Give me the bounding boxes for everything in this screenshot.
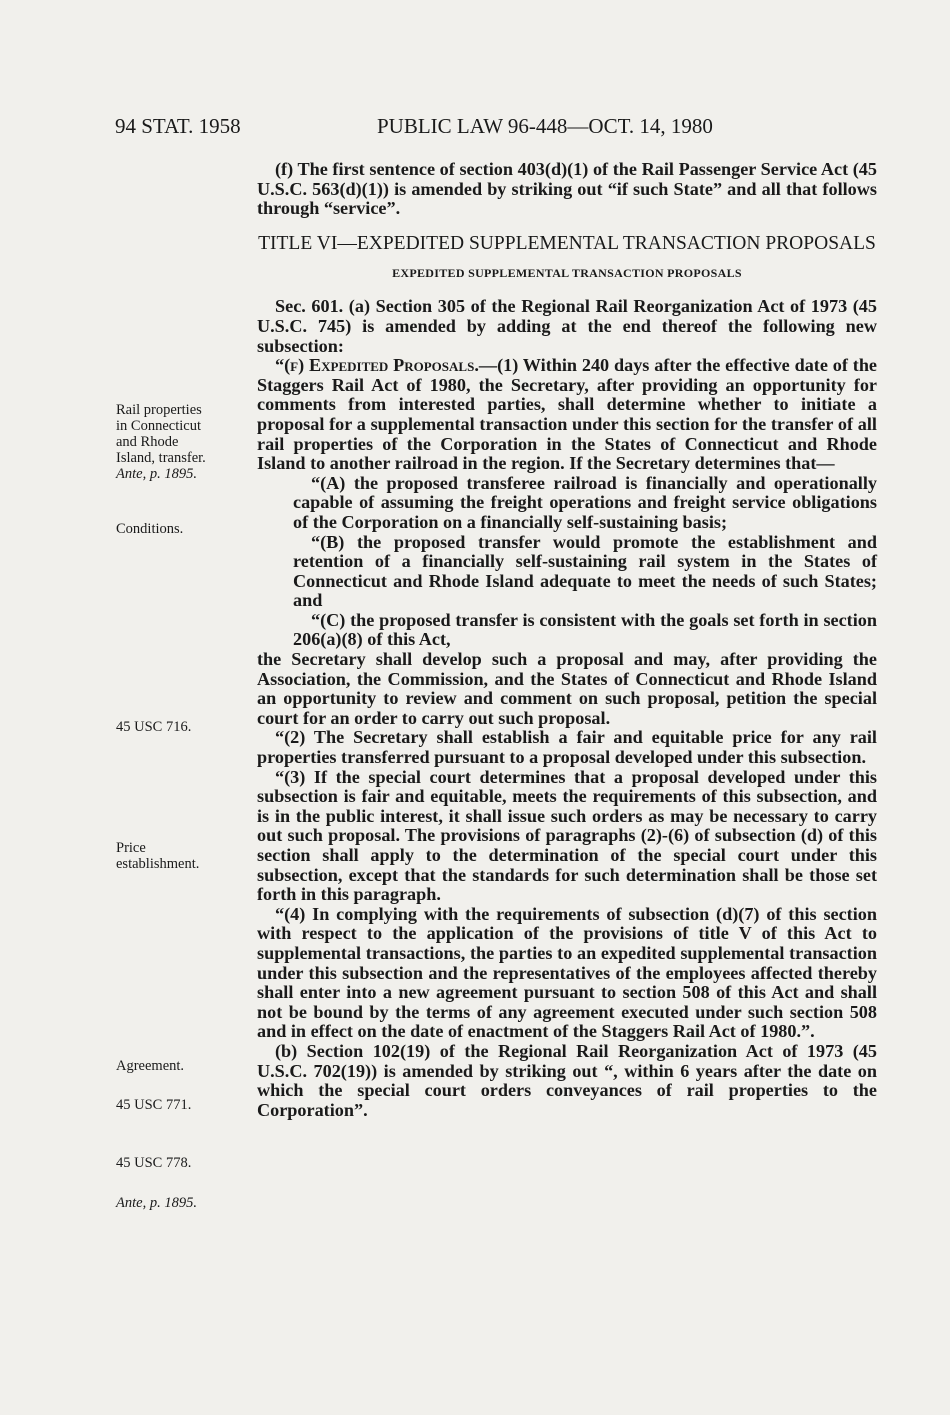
margin-note-conditions: Conditions. <box>116 521 184 537</box>
clause-a: “(A) the proposed transferee railroad is financially and operationally capable of assuming the freight operations and freight service obligations of the Corporation on a financially self-sustaining basis; <box>293 472 877 532</box>
margin-note-ante-2: Ante, p. 1895. <box>116 1195 197 1211</box>
expedited-proposals-lead: “(f) Expedited Proposals.— <box>275 355 498 376</box>
subsection-b: (b) Section 102(19) of the Regional Rail Reorganization Act of 1973 (45 U.S.C. 702(19)) is amended by striking out “, within 6 years after the date on which the special court orders conveyances of rail properties to the Corporation”. <box>257 1040 877 1120</box>
page-header <box>115 114 885 144</box>
margin-note-ante-1: Ante, p. 1895. <box>116 466 197 482</box>
body-text <box>257 160 877 1120</box>
margin-note-rail-properties: Rail properties in Connecticut and Rhode Island, transfer. Ante, p. 1895. <box>116 402 206 482</box>
margin-note-usc-771: 45 USC 771. <box>116 1097 192 1113</box>
statute-page-number: 94 STAT. 1958 <box>115 114 241 138</box>
margin-note-usc-716: 45 USC 716. <box>116 719 192 735</box>
paragraph-4: “(4) In complying with the requirements of subsection (d)(7) of this section with respect to the application of the provisions of title V of this Act to supplemental transactions, the parties to an expedited supplemental transaction under this subsection and the representatives of the employees affected thereby shall enter into a new agreement pursuant to section 508 of this Act and shall not be bound by the terms of any agreement executed under such section 508 and in effect on the date of enactment of the Staggers Rail Act of 1980.”. <box>257 903 877 1042</box>
paragraph-2: “(2) The Secretary shall establish a fair and equitable price for any rail properties transferred pursuant to a proposal developed under this subsection. <box>257 727 877 768</box>
margin-note-agreement: Agreement. <box>116 1058 185 1074</box>
section-heading: EXPEDITED SUPPLEMENTAL TRANSACTION PROPOSALS <box>392 265 742 280</box>
paragraph-f: (f) The first sentence of section 403(d)(1) of the Rail Passenger Service Act (45 U.S.C. 563(d)(1)) is amended by striking out “if such State” and all that follows through “service”. <box>257 159 877 219</box>
then-clause: the Secretary shall develop such a proposal and may, after providing the Association, the Commission, and the States of Connecticut and Rhode Island an opportunity to review and comment on such proposal, petition the special court for an order to carry out such proposal. <box>257 649 877 728</box>
clause-c: “(C) the proposed transfer is consistent with the goals set forth in section 206(a)(8) of this Act, <box>293 609 877 650</box>
section-601: Sec. 601. (a) Section 305 of the Regional Rail Reorganization Act of 1973 (45 U.S.C. 745) is amended by adding at the end thereof the following new subsection: <box>257 296 877 356</box>
paragraph-3: “(3) If the special court determines that a proposal developed under this subsection is fair and equitable, meets the requirements of this subsection, and is in the public interest, it shall issue such orders as may be necessary to carry out such proposal. The provisions of paragraphs (2)-(6) of subsection (d) of this section shall apply to the determination of the special court under this subsection, except that the standards for such determination shall be those set forth in this paragraph. <box>257 766 877 905</box>
margin-note-price: Price establishment. <box>116 840 200 872</box>
margin-note-usc-778: 45 USC 778. <box>116 1155 192 1171</box>
title-vi-heading: TITLE VI—EXPEDITED SUPPLEMENTAL TRANSACTION PROPOSALS <box>258 232 876 254</box>
public-law-title: PUBLIC LAW 96-448—OCT. 14, 1980 <box>377 114 713 138</box>
clause-b: “(B) the proposed transfer would promote the establishment and retention of a financially self-sustaining rail system in the States of Connecticut and Rhode Island adequate to meet the needs of such States; and <box>293 531 877 611</box>
subsection-f-paragraph-1: “(f) Expedited Proposals.—(1) Within 240 days after the effective date of the Staggers Rail Act of 1980, the Secretary, after providing an opportunity for comments from interested parties, shall determine whether to initiate a proposal for a supplemental transaction under this section for the transfer of all rail properties of the Corporation in the States of Connecticut and Rhode Island to another railroad in the region. If the Secretary determines that— <box>257 355 878 474</box>
